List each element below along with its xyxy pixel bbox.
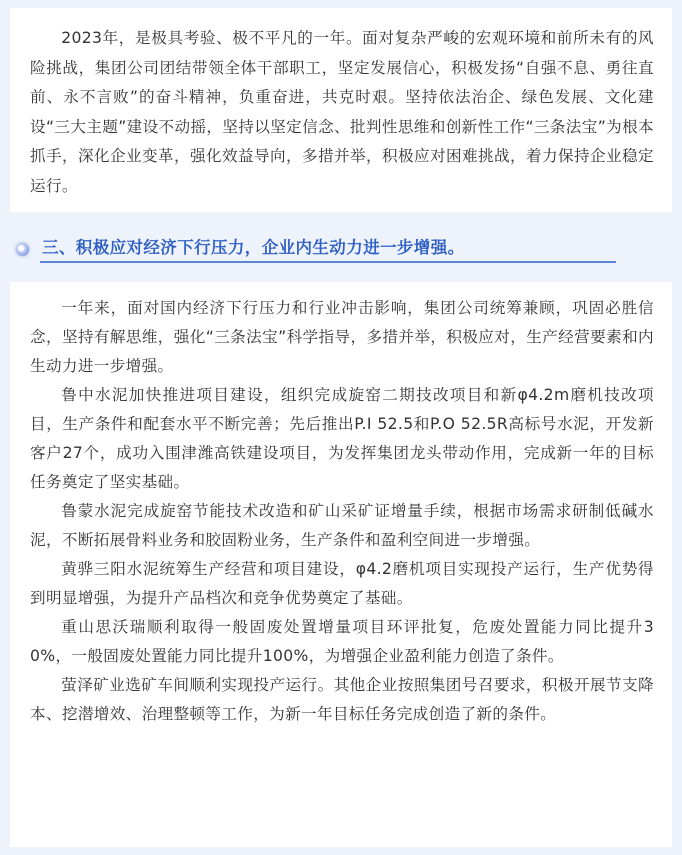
intro-card: [10, 8, 672, 212]
section-body-card: [10, 282, 672, 847]
body-paragraph-luzhong: 鲁中水泥加快推进项目建设，组织完成旋窑二期技改项目和新φ4.2m磨机技改项目，生产条件和配套水平不断完善；先后推出P.I 52.5和P.O 52.5R高标号水泥，开发新客户27个，成功入围津潍高铁建设项目，为发挥集团龙头带动作用，完成新一年的目标任务奠定了坚实基础。: [30, 386, 654, 491]
circle-bullet-icon: [16, 243, 29, 256]
body-paragraph-huanghua: 黄骅三阳水泥统筹生产经营和项目建设，φ4.2磨机项目实现投产运行，生产优势得到明显增强，为提升产品档次和竞争优势奠定了基础。: [30, 560, 654, 607]
body-paragraph-chongshan: 重山思沃瑞顺利取得一般固废处置增量项目环评批复，危废处置能力同比提升30%，一般固废处置能力同比提升100%，为增强企业盈利能力创造了条件。: [30, 618, 654, 665]
section-heading: [12, 230, 616, 264]
heading-underline: [40, 261, 616, 263]
body-paragraph-yingze: 萤泽矿业选矿车间顺利实现投产运行。其他企业按照集团号召要求，积极开展节支降本、挖潜增效、治理整顿等工作，为新一年目标任务完成创造了新的条件。: [30, 676, 654, 723]
intro-paragraph: 2023年，是极具考验、极不平凡的一年。面对复杂严峻的宏观环境和前所未有的风险挑战，集团公司团结带领全体干部职工，坚定发展信心，积极发扬“自强不息、勇往直前、永不言败”的奋斗精神，负重奋进，共克时艰。坚持依法治企、绿色发展、文化建设“三大主题”建设不动摇，坚持以坚定信念、批判性思维和创新性工作“三条法宝”为根本抓手，深化企业变革，强化效益导向，多措并举，积极应对困难挑战，着力保持企业稳定运行。: [30, 29, 654, 195]
body-paragraph-overview: 一年来，面对国内经济下行压力和行业冲击影响，集团公司统筹兼顾，巩固必胜信念，坚持有解思维，强化“三条法宝”科学指导，多措并举，积极应对，生产经营要素和内生动力进一步增强。: [30, 299, 654, 375]
section-title: 三、积极应对经济下行压力，企业内生动力进一步增强。: [42, 238, 465, 257]
body-paragraph-lumeng: 鲁蒙水泥完成旋窑节能技术改造和矿山采矿证增量手续，根据市场需求研制低碱水泥，不断拓展骨料业务和胶固粉业务，生产条件和盈利空间进一步增强。: [30, 502, 654, 549]
